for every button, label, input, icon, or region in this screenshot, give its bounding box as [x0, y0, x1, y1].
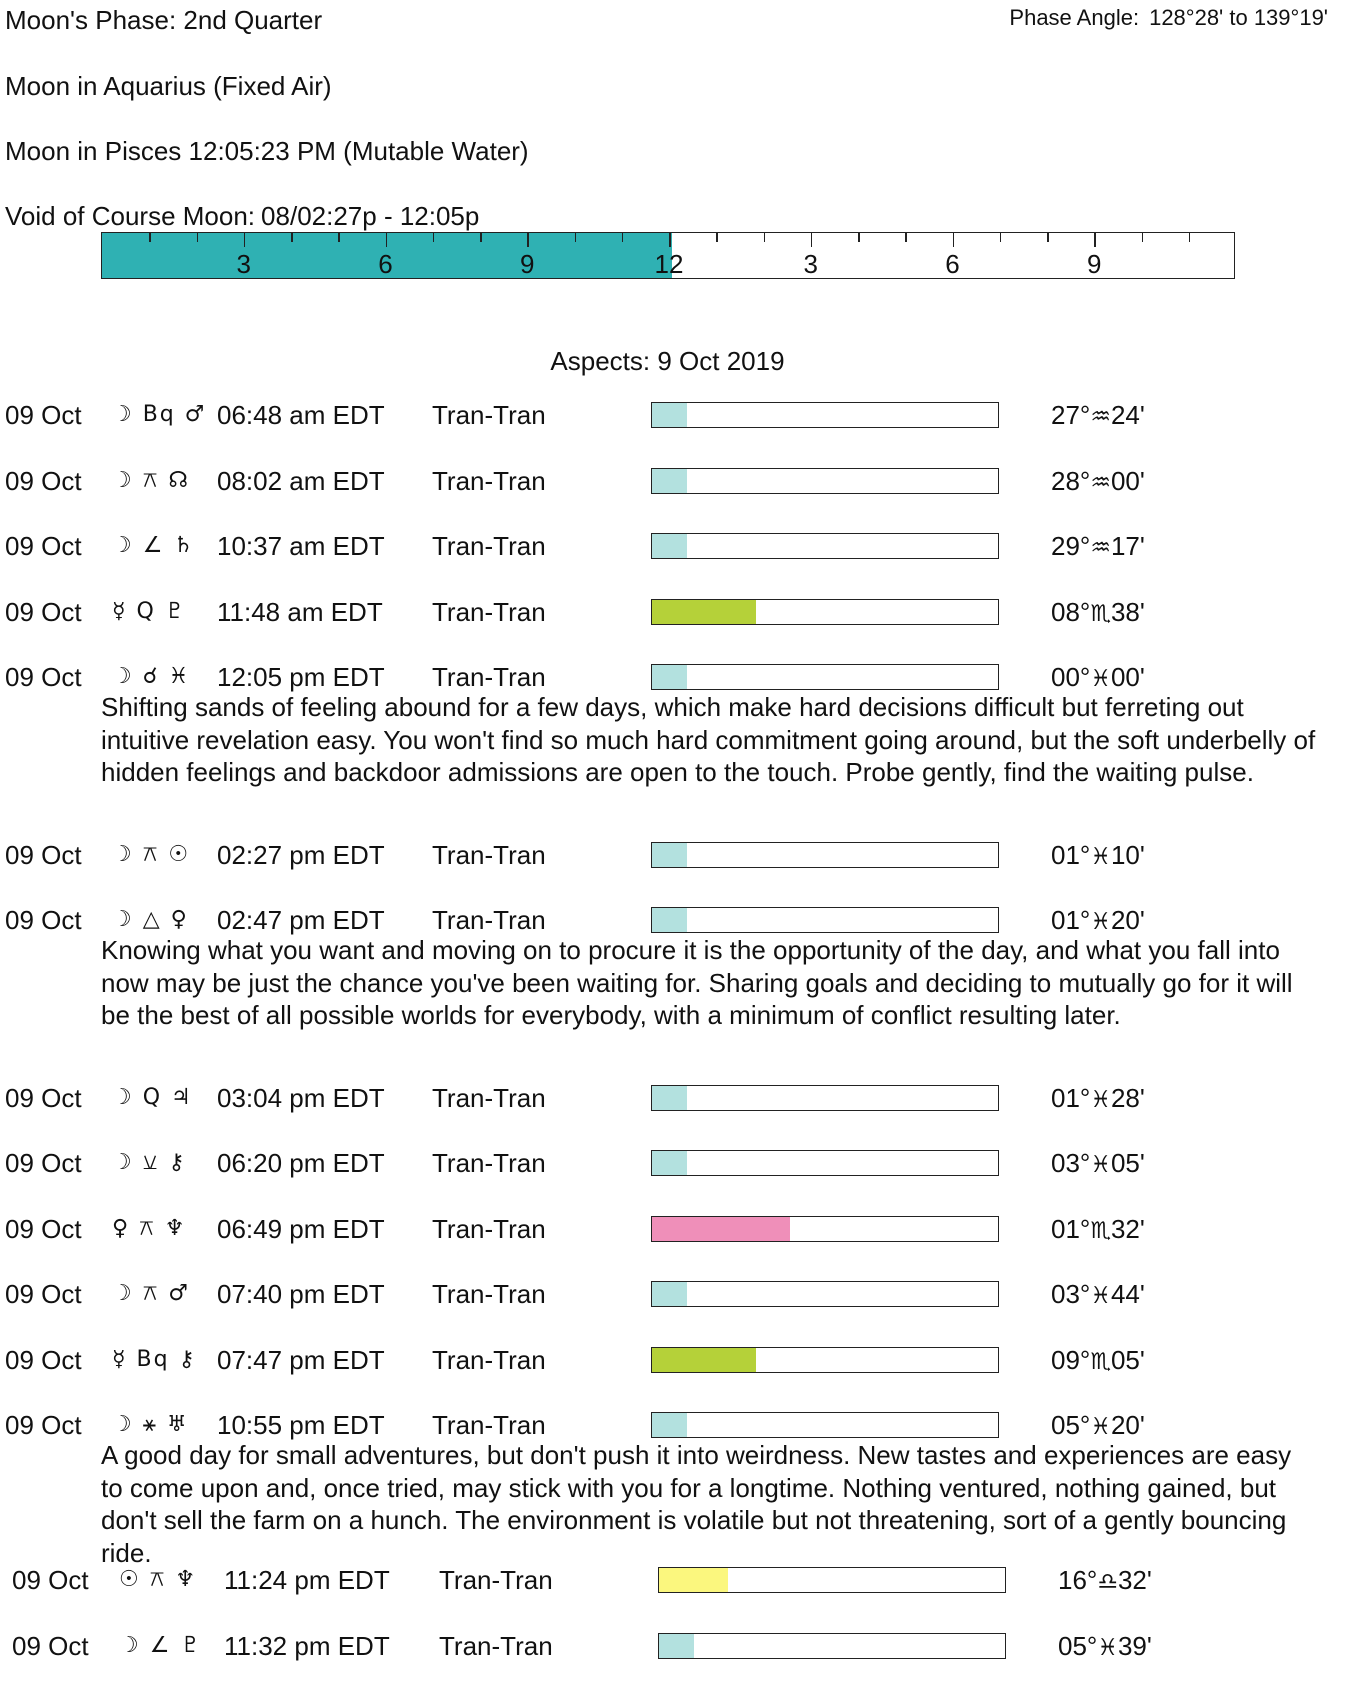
aspect-glyphs-icon: ♀ ⚻ ♆ — [112, 1215, 187, 1241]
aspect-degree: 01° — [1051, 905, 1091, 935]
aspect-date: 09 Oct — [5, 1148, 82, 1178]
aspect-glyphs-icon: ☽ ∠ ♇ — [119, 1632, 203, 1658]
aspect-degree: 03° — [1051, 1279, 1091, 1309]
aspect-strength-fill — [652, 600, 756, 624]
timeline-tick — [527, 233, 529, 247]
aspect-date: 09 Oct — [5, 1213, 82, 1244]
timeline-label: 9 — [1087, 249, 1102, 279]
aspect-time: 02:47 pm EDT — [217, 905, 385, 935]
timeline-tick — [244, 233, 246, 247]
aspect-degree: 01° — [1051, 839, 1091, 870]
aspect-kind: Tran-Tran — [432, 1213, 546, 1244]
timeline-tick — [433, 233, 435, 242]
aspect-minutes: 05' — [1110, 1148, 1145, 1178]
timeline-tick — [1094, 233, 1096, 247]
aspect-kind: Tran-Tran — [432, 1082, 546, 1113]
aspect-degree: 01° — [1051, 1082, 1091, 1113]
timeline-tick — [858, 233, 860, 242]
aspect-date: 09 Oct — [5, 465, 82, 496]
aspect-time: 11:32 pm EDT — [224, 1630, 390, 1661]
aspect-glyphs-icon: ☽ ☌ ♓ — [112, 664, 191, 689]
timeline-label: 12 — [654, 249, 684, 279]
aspect-time: 06:49 pm EDT — [217, 1213, 385, 1244]
aspect-degree: 28° — [1051, 465, 1091, 496]
aspect-strength-bar — [651, 1085, 999, 1111]
aspect-kind: Tran-Tran — [432, 1410, 546, 1440]
aspect-strength-fill — [659, 1634, 694, 1658]
aspect-date: 09 Oct — [5, 662, 82, 692]
aspect-minutes: 00' — [1110, 662, 1145, 692]
timeline-tick — [386, 233, 388, 247]
aspect-minutes: 24' — [1110, 400, 1145, 430]
aspect-minutes: 20' — [1110, 1410, 1145, 1440]
aspect-kind: Tran-Tran — [432, 839, 546, 870]
aspect-minutes: 44' — [1110, 1279, 1145, 1309]
zodiac-sign-icon: ♓ — [1097, 1634, 1118, 1661]
aspect-date: 09 Oct — [5, 400, 82, 430]
aspect-date: 09 Oct — [5, 1082, 82, 1113]
timeline-tick — [338, 233, 340, 242]
aspects-title: Aspects: 9 Oct 2019 — [550, 346, 785, 376]
aspect-time: 06:48 am EDT — [217, 400, 385, 430]
aspect-glyphs-icon: ☿ Bq ⚷ — [112, 1346, 197, 1372]
aspect-time: 07:47 pm EDT — [217, 1344, 385, 1375]
moon-phase: Moon's Phase: 2nd Quarter — [5, 5, 323, 35]
timeline-tick — [669, 233, 671, 247]
timeline-tick — [291, 233, 293, 242]
aspect-degree: 01° — [1051, 1213, 1091, 1244]
aspect-time: 03:04 pm EDT — [217, 1082, 385, 1113]
aspect-glyphs-icon: ☽ ⚻ ☊ — [112, 467, 190, 493]
aspect-strength-bar — [651, 1412, 999, 1438]
aspect-kind: Tran-Tran — [439, 1565, 553, 1595]
moon-sign-pisces: Moon in Pisces 12:05:23 PM (Mutable Water) — [5, 136, 529, 166]
aspect-strength-fill — [652, 665, 687, 689]
aspect-kind: Tran-Tran — [432, 1344, 546, 1375]
timeline-label: 3 — [236, 249, 251, 279]
timeline-tick — [622, 233, 624, 242]
timeline-tick — [197, 233, 199, 242]
aspect-strength-bar — [651, 599, 999, 625]
aspect-date: 09 Oct — [5, 531, 82, 561]
timeline-tick — [811, 233, 813, 247]
aspect-strength-bar — [658, 1567, 1006, 1593]
aspect-strength-bar — [651, 1216, 999, 1242]
aspect-degree: 27° — [1051, 400, 1091, 430]
aspect-minutes: 38' — [1110, 596, 1145, 627]
aspect-kind: Tran-Tran — [432, 1279, 546, 1309]
phase-angle-label: Phase Angle: — [1009, 5, 1140, 30]
aspect-position — [1051, 596, 1145, 630]
aspect-strength-bar — [651, 402, 999, 428]
aspect-date: 09 Oct — [12, 1565, 89, 1595]
timeline-tick — [1000, 233, 1002, 242]
timeline-label: 3 — [803, 249, 818, 279]
timeline-tick — [1189, 233, 1191, 242]
aspect-position — [1051, 1278, 1145, 1312]
aspect-time: 11:24 pm EDT — [224, 1565, 390, 1595]
timeline-tick — [1047, 233, 1049, 242]
aspect-time: 11:48 am EDT — [217, 596, 383, 627]
zodiac-sign-icon: ♎ — [1097, 1569, 1118, 1595]
aspect-kind: Tran-Tran — [432, 905, 546, 935]
aspect-position — [1051, 530, 1145, 564]
zodiac-sign-icon: ♓ — [1090, 1283, 1111, 1309]
aspect-time: 10:37 am EDT — [217, 531, 385, 561]
aspect-kind: Tran-Tran — [432, 465, 546, 496]
aspect-minutes: 32' — [1117, 1565, 1152, 1595]
aspect-strength-fill — [652, 469, 687, 493]
aspect-strength-bar — [651, 1150, 999, 1176]
timeline-label: 9 — [520, 249, 535, 279]
aspect-degree: 03° — [1051, 1148, 1091, 1178]
aspect-degree: 08° — [1051, 596, 1091, 627]
aspect-glyphs-icon: ☽ ⚻ ☉ — [112, 841, 191, 867]
aspect-strength-fill — [652, 908, 687, 932]
aspect-time: 02:27 pm EDT — [217, 839, 385, 870]
aspect-strength-fill — [652, 1282, 687, 1306]
phase-angle-value: 128°28' to 139°19' — [1149, 5, 1328, 30]
aspect-strength-fill — [652, 843, 687, 867]
aspect-position — [1051, 465, 1145, 499]
aspect-kind: Tran-Tran — [439, 1630, 553, 1661]
timeline-tick — [575, 233, 577, 242]
aspect-glyphs-icon: ☉ ⚻ ♆ — [119, 1567, 198, 1592]
aspect-position — [1051, 1147, 1145, 1181]
aspect-kind: Tran-Tran — [432, 662, 546, 692]
timeline-label: 6 — [378, 249, 393, 279]
aspect-position — [1051, 399, 1145, 433]
aspect-minutes: 00' — [1110, 465, 1145, 496]
aspect-date: 09 Oct — [5, 1344, 82, 1375]
zodiac-sign-icon: ♓ — [1090, 843, 1111, 870]
aspect-degree: 09° — [1051, 1344, 1091, 1375]
aspect-strength-bar — [651, 533, 999, 559]
aspect-time: 07:40 pm EDT — [217, 1279, 385, 1309]
aspect-position — [1051, 661, 1145, 695]
aspect-minutes: 17' — [1110, 531, 1145, 561]
aspect-position — [1051, 1213, 1145, 1247]
aspect-glyphs-icon: ☽ Bq ♂ — [112, 402, 207, 427]
aspect-date: 09 Oct — [5, 905, 82, 935]
aspect-glyphs-icon: ☽ ⚻ ♂ — [112, 1281, 191, 1306]
void-of-course-label: Void of Course Moon: — [5, 201, 256, 231]
aspect-strength-bar — [651, 468, 999, 494]
aspect-position — [1051, 904, 1145, 938]
aspect-strength-fill — [652, 1151, 687, 1175]
aspect-strength-fill — [659, 1568, 728, 1592]
aspect-date: 09 Oct — [12, 1630, 89, 1661]
aspect-strength-bar — [651, 1347, 999, 1373]
aspect-strength-fill — [652, 1348, 756, 1372]
phase-angle — [1009, 4, 1328, 32]
aspect-position — [1051, 1344, 1145, 1378]
timeline-tick — [953, 233, 955, 247]
timeline-tick — [1142, 233, 1144, 242]
aspect-time: 12:05 pm EDT — [217, 662, 385, 692]
aspect-strength-fill — [652, 403, 687, 427]
aspect-strength-bar — [658, 1633, 1006, 1659]
aspect-position — [1051, 1409, 1145, 1443]
void-of-course — [5, 201, 479, 231]
aspect-kind: Tran-Tran — [432, 596, 546, 627]
aspect-glyphs-icon: ☽ ⚺ ⚷ — [112, 1150, 187, 1175]
aspect-date: 09 Oct — [5, 839, 82, 870]
aspect-strength-bar — [651, 907, 999, 933]
aspect-position — [1058, 1630, 1152, 1664]
aspect-degree: 16° — [1058, 1565, 1098, 1595]
timeline-tick — [764, 233, 766, 242]
aspect-time: 06:20 pm EDT — [217, 1148, 385, 1178]
aspect-degree: 29° — [1051, 531, 1091, 561]
timeline-tick — [905, 233, 907, 242]
aspect-glyphs-icon: ☽ Q ♃ — [112, 1084, 193, 1110]
aspect-kind: Tran-Tran — [432, 400, 546, 430]
timeline-tick — [480, 233, 482, 242]
aspect-strength-bar — [651, 664, 999, 690]
zodiac-sign-icon: ♏ — [1090, 600, 1111, 627]
aspect-strength-bar — [651, 1281, 999, 1307]
aspect-degree: 05° — [1058, 1630, 1098, 1661]
aspect-glyphs-icon: ☽ ∠ ♄ — [112, 533, 196, 558]
aspect-strength-fill — [652, 1217, 790, 1241]
aspect-minutes: 28' — [1110, 1082, 1145, 1113]
aspect-glyphs-icon: ☿ Q ♇ — [112, 598, 187, 624]
aspect-position — [1051, 1082, 1145, 1116]
void-of-course-timeline — [101, 232, 1235, 279]
aspect-kind: Tran-Tran — [432, 531, 546, 561]
aspect-position — [1058, 1564, 1152, 1598]
aspect-strength-fill — [652, 534, 687, 558]
aspect-glyphs-icon: ☽ ⚹ ♅ — [112, 1412, 189, 1437]
aspect-kind: Tran-Tran — [432, 1148, 546, 1178]
aspect-position — [1051, 839, 1145, 873]
zodiac-sign-icon: ♓ — [1090, 1152, 1111, 1178]
aspect-minutes: 32' — [1110, 1213, 1145, 1244]
zodiac-sign-icon: ♒ — [1090, 535, 1111, 561]
aspect-time: 08:02 am EDT — [217, 465, 385, 496]
zodiac-sign-icon: ♓ — [1090, 909, 1111, 935]
aspect-interpretation: Knowing what you want and moving on to procure it is the opportunity of the day, and what you fall into now may be just the chance you've been waiting for. Sharing goals and deciding to mutually go for it will be the best of all possible worlds for everybody, with a minimum of conflict resulting later. — [101, 935, 1293, 1030]
zodiac-sign-icon: ♓ — [1090, 1414, 1111, 1440]
zodiac-sign-icon: ♓ — [1090, 1086, 1111, 1113]
aspect-time: 10:55 pm EDT — [217, 1410, 385, 1440]
aspect-minutes: 10' — [1110, 839, 1145, 870]
aspect-strength-fill — [652, 1086, 687, 1110]
aspect-date: 09 Oct — [5, 596, 82, 627]
timeline-tick — [716, 233, 718, 242]
aspect-interpretation: A good day for small adventures, but don't push it into weirdness. New tastes and experiences are easy to come upon and, once tried, may stick with you for a longtime. Nothing ventured, nothing gained, but don't sell the farm on a hunch. The environment is volatile but not threatening, sort of a gently bouncing ride. — [101, 1440, 1292, 1568]
moon-sign-aquarius: Moon in Aquarius (Fixed Air) — [5, 71, 332, 101]
timeline-tick — [149, 233, 151, 242]
aspect-interpretation: Shifting sands of feeling abound for a few days, which make hard decisions difficult but ferreting out intuitive revelation easy. You won't find so much hard commitment going around, but the soft underbelly of hidden feelings and backdoor admissions are open to the touch. Probe gently, find the waiting pulse. — [101, 692, 1316, 787]
zodiac-sign-icon: ♏ — [1090, 1348, 1111, 1375]
aspect-glyphs-icon: ☽ △ ♀ — [112, 907, 189, 932]
aspect-date: 09 Oct — [5, 1410, 82, 1440]
aspect-minutes: 39' — [1117, 1630, 1152, 1661]
zodiac-sign-icon: ♒ — [1090, 404, 1111, 430]
aspect-minutes: 20' — [1110, 905, 1145, 935]
zodiac-sign-icon: ♓ — [1090, 666, 1111, 692]
zodiac-sign-icon: ♒ — [1090, 469, 1111, 496]
aspect-degree: 00° — [1051, 662, 1091, 692]
aspect-strength-fill — [652, 1413, 687, 1437]
aspect-date: 09 Oct — [5, 1279, 82, 1309]
aspect-degree: 05° — [1051, 1410, 1091, 1440]
void-of-course-value: 08/02:27p - 12:05p — [261, 201, 480, 231]
aspect-minutes: 05' — [1110, 1344, 1145, 1375]
zodiac-sign-icon: ♏ — [1090, 1217, 1111, 1244]
aspect-strength-bar — [651, 842, 999, 868]
timeline-label: 6 — [945, 249, 960, 279]
